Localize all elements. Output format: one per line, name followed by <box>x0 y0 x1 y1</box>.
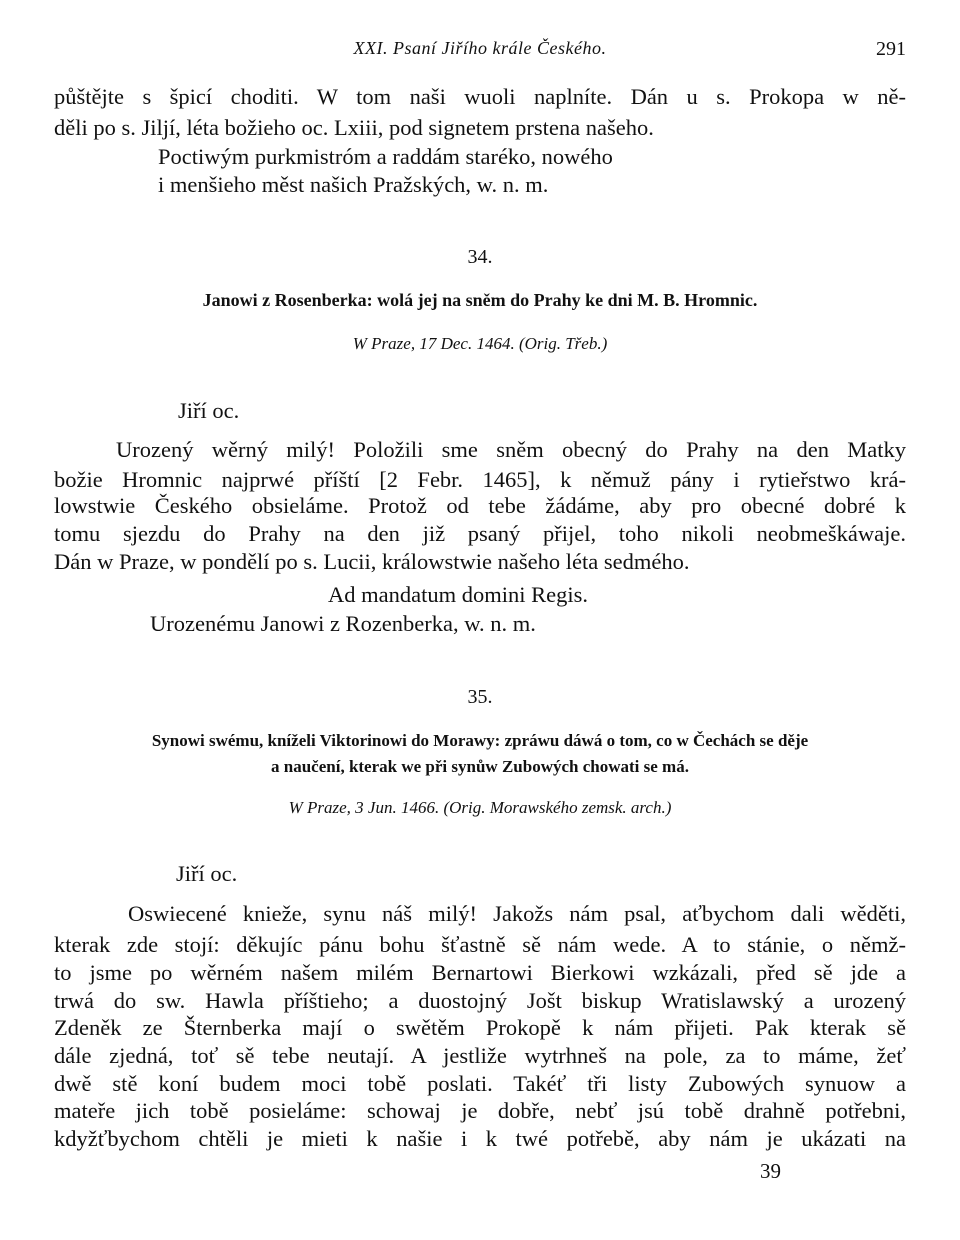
text-line: půštějte s špicí choditi. W tom naši wuoli naplníte. Dán u s. Prokopa w ně- <box>54 84 906 109</box>
signature-mark: 39 <box>760 1159 781 1183</box>
text-line: Zdeněk ze Šternberka mají o swětěm Prokopě k nám přijeti. Pak kterak sě <box>54 1015 906 1040</box>
text-line: Urozený wěrný milý! Položili sme sněm obecný do Prahy na den Matky <box>116 437 906 462</box>
text-line: děli po s. Jiljí, léta božieho oc. Lxiii, pod signetem prstena našeho. <box>54 115 654 140</box>
text-line: to jsme po wěrném našem milém Bernartowi Bierkowi wzkázali, před sě jde a <box>54 960 906 985</box>
address-line: Poctiwým purkmistróm a raddám staréko, nowého <box>158 144 613 169</box>
text-line: mateře jich tobě posieláme: schowaj je dobře, nebť jsú tobě drahně potřebni, <box>54 1098 906 1123</box>
letter-number: 34. <box>467 246 493 268</box>
page-number: 291 <box>876 38 906 60</box>
text-line: kterak zde stojí: děkujíc pánu bohu šťastně sě nám wede. A to stánie, o němž- <box>54 932 906 957</box>
address-line: i menšieho měst našich Pražských, w. n. m. <box>158 172 549 197</box>
text-line: Dán w Praze, w pondělí po s. Lucii, králowstwie našeho léta sedmého. <box>54 549 690 574</box>
text-line: božie Hromnic najprwé příští [2 Febr. 1465], k němuž pány i rytieřstwo krá- <box>54 467 906 492</box>
letter-heading: Synowi swému, kníželi Viktorinowi do Morawy: zpráwu dáwá o tom, co w Čechách se děje <box>151 731 809 750</box>
salutation: Jiří oc. <box>176 861 238 886</box>
mandate-line: Ad mandatum domini Regis. <box>328 582 588 607</box>
letter-heading: a naučení, kterak we při synůw Zubowých chowati se má. <box>271 757 689 776</box>
text-line: lowstwie Českého obsieláme. Protož od tebe žádáme, aby pro obecné dobré k <box>54 493 906 518</box>
letter-number: 35. <box>467 686 493 708</box>
text-line: trwá do sw. Hawla příštieho; a duostojný Jošt biskup Wratislawský a urozený <box>54 988 906 1013</box>
text-line: tomu sjezdu do Prahy na den již psaný přijel, toho nikoli neobmeškáwaje. <box>54 521 906 546</box>
letter-location: W Praze, 17 Dec. 1464. (Orig. Třeb.) <box>352 334 608 353</box>
text-line: dwě stě koní budem moci tobě poslati. Takéť tři listy Zubowých synuow a <box>54 1071 906 1096</box>
text-line: dále zjedná, toť sě tebe neutají. A jestliže wytrhneš na pole, za to máme, žeť <box>54 1043 906 1068</box>
letter-location: W Praze, 3 Jun. 1466. (Orig. Morawského zemsk. arch.) <box>288 798 672 817</box>
running-title: XXI. Psaní Jiřího krále Českého. <box>353 38 607 58</box>
text-line: Oswiecené knieže, synu náš milý! Jakožs nám psal, aťbychom dali wěděti, <box>128 901 906 926</box>
text-line: kdyžťbychom chtěli je mieti k našie i k twé potřebě, aby nám je ukázati na <box>54 1126 906 1151</box>
address-line: Urozenému Janowi z Rozenberka, w. n. m. <box>150 611 536 636</box>
running-head <box>54 38 906 64</box>
letter-heading: Janowi z Rosenberka: wolá jej na sněm do Prahy ke dni M. B. Hromnic. <box>202 290 758 310</box>
salutation: Jiří oc. <box>178 398 240 423</box>
